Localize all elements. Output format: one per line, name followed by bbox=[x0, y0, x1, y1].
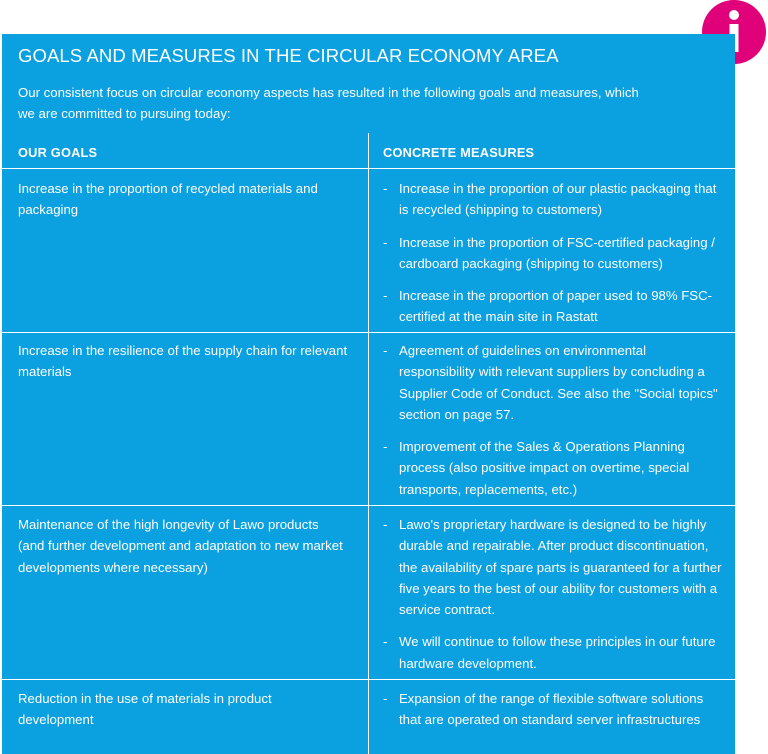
dash-marker: - bbox=[383, 343, 388, 358]
measure-text: Improvement of the Sales & Operations Planning process (also positive impact on overtime, special transports, replacements, etc.) bbox=[399, 439, 690, 497]
measure-item bbox=[383, 285, 723, 328]
goal-cell: Maintenance of the high longevity of Lawo products (and further development and adaptation to new market developments where necessary) bbox=[18, 517, 343, 575]
measures-cell bbox=[383, 688, 723, 731]
measure-item bbox=[383, 514, 723, 620]
header-goals: OUR GOALS bbox=[18, 145, 98, 160]
measure-item bbox=[383, 436, 723, 500]
dash-marker: - bbox=[383, 181, 388, 196]
intro-text: Our consistent focus on circular economy aspects has resulted in the following goals and measures, which we are committed to pursuing today: bbox=[18, 85, 639, 121]
goals-panel bbox=[2, 34, 735, 754]
panel-title: GOALS AND MEASURES IN THE CIRCULAR ECONOMY AREA bbox=[18, 45, 559, 66]
measure-text: Increase in the proportion of our plastic packaging that is recycled (shipping to customers) bbox=[399, 181, 717, 218]
measure-item bbox=[383, 340, 723, 425]
row-divider bbox=[2, 505, 735, 506]
dash-marker: - bbox=[383, 288, 388, 304]
dash-marker: - bbox=[383, 234, 388, 250]
header-measures: CONCRETE MEASURES bbox=[383, 145, 535, 160]
goal-cell: Reduction in the use of materials in product development bbox=[18, 691, 272, 728]
measure-item bbox=[383, 232, 723, 275]
measure-text: Increase in the proportion of FSC-certified packaging / cardboard packaging (shipping to customers) bbox=[399, 234, 715, 271]
dash-marker: - bbox=[383, 517, 388, 532]
row-divider bbox=[2, 332, 735, 333]
column-divider bbox=[368, 133, 369, 754]
dash-marker: - bbox=[383, 439, 388, 455]
row-divider bbox=[2, 679, 735, 680]
measures-cell bbox=[383, 178, 723, 328]
goal-cell: Increase in the resilience of the supply chain for relevant materials bbox=[18, 343, 348, 380]
row-divider bbox=[2, 168, 735, 169]
measure-text: Expansion of the range of flexible software solutions that are operated on standard server infrastructures bbox=[399, 691, 704, 728]
measures-cell bbox=[383, 340, 723, 500]
measure-item bbox=[383, 631, 723, 674]
dash-marker: - bbox=[383, 691, 388, 706]
measure-text: Increase in the proportion of paper used to 98% FSC-certified at the main site in Rastatt bbox=[399, 288, 713, 325]
measure-item bbox=[383, 688, 723, 731]
measures-cell bbox=[383, 514, 723, 674]
measure-text: Lawo's proprietary hardware is designed to be highly durable and repairable. After product discontinuation, the availability of spare parts is guaranteed for a further five years to the best of our ability for customers with a service contract. bbox=[399, 517, 722, 618]
dash-marker: - bbox=[383, 634, 388, 650]
goal-cell: Increase in the proportion of recycled materials and packaging bbox=[18, 181, 318, 218]
measure-item bbox=[383, 178, 723, 221]
measure-text: Agreement of guidelines on environmental responsibility with relevant suppliers by concluding a Supplier Code of Conduct. See also the "Social topics" section on page 57. bbox=[399, 343, 718, 422]
measure-text: We will continue to follow these principles in our future hardware development. bbox=[399, 634, 716, 671]
